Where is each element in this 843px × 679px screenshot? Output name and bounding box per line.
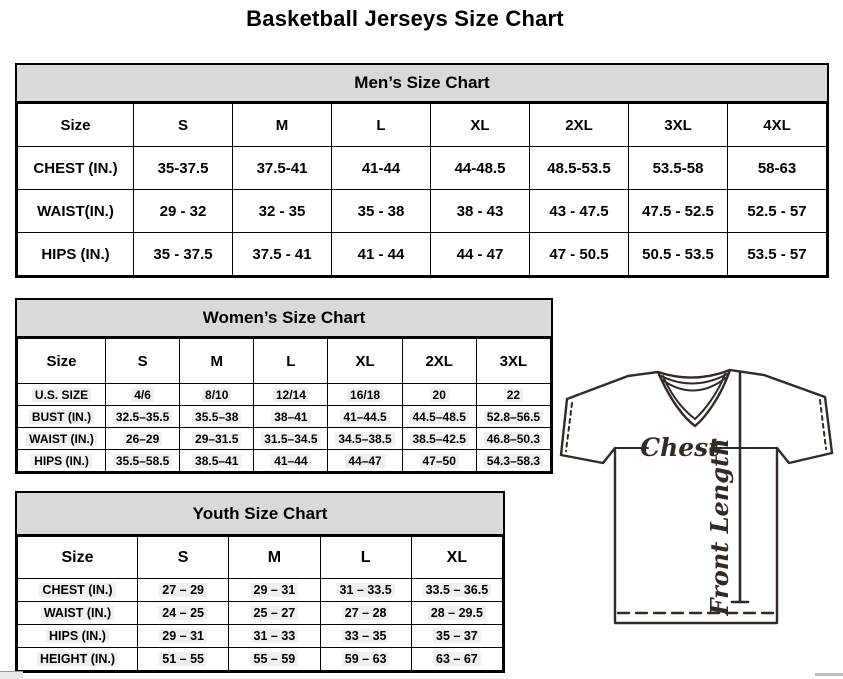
measurement-value: 31 – 33.5	[337, 583, 395, 597]
measurement-value: 44-48.5	[454, 159, 506, 177]
measurement-cell	[320, 602, 411, 625]
bottom-right-ui-fragment	[815, 673, 843, 676]
measurement-cell	[254, 406, 328, 428]
size-header-row	[18, 339, 551, 384]
measurement-row-label	[18, 648, 138, 671]
size-column-header: S	[106, 339, 180, 384]
measurement-cell	[332, 233, 431, 276]
measurement-cell	[476, 406, 550, 428]
measurement-row	[18, 579, 503, 602]
measurement-row	[18, 233, 827, 276]
measurement-cell	[233, 233, 332, 276]
size-corner-header: Size	[18, 537, 138, 579]
measurement-value: 47–50	[420, 454, 459, 468]
measurement-cell	[134, 233, 233, 276]
measurement-row-label	[18, 579, 138, 602]
measurement-value: 27 – 29	[159, 583, 207, 597]
measurement-value: 32.5–35.5	[113, 410, 172, 424]
measurement-value: 38.5–41	[192, 454, 241, 468]
size-header-row	[18, 104, 827, 147]
measurement-value: 51 – 55	[159, 652, 207, 666]
size-column-header: M	[180, 339, 254, 384]
measurement-value: 8/10	[202, 388, 231, 402]
measurement-cell	[629, 147, 728, 190]
youth-table-title: Youth Size Chart	[17, 493, 503, 536]
measurement-row-label	[18, 428, 106, 450]
womens-size-chart	[15, 298, 553, 474]
measurement-cell	[229, 648, 320, 671]
row-label-text: HIPS (IN.)	[46, 629, 109, 643]
size-column-header: XL	[411, 537, 502, 579]
measurement-value: 44.5–48.5	[410, 410, 469, 424]
measurement-cell	[530, 190, 629, 233]
mens-size-table	[17, 103, 827, 276]
measurement-value: 4/6	[131, 388, 154, 402]
youth-size-chart	[15, 491, 505, 673]
measurement-value: 37.5 - 41	[252, 245, 312, 263]
measurement-row	[18, 384, 551, 406]
measurement-cell	[233, 147, 332, 190]
measurement-value: 63 – 67	[433, 652, 481, 666]
front-length-label: Front Length	[705, 438, 734, 616]
measurement-cell	[530, 233, 629, 276]
measurement-cell	[728, 190, 827, 233]
row-label-text: CHEST (IN.)	[39, 583, 115, 597]
measurement-value: 22	[504, 388, 523, 402]
measurement-row	[18, 190, 827, 233]
measurement-cell	[106, 406, 180, 428]
measurement-value: 43 - 47.5	[549, 202, 609, 220]
measurement-cell	[402, 450, 476, 472]
measurement-cell	[138, 602, 229, 625]
size-corner-header: Size	[18, 339, 106, 384]
measurement-cell	[134, 190, 233, 233]
measurement-cell	[180, 406, 254, 428]
measurement-row-label	[18, 602, 138, 625]
measurement-row-label	[18, 450, 106, 472]
measurement-cell	[476, 384, 550, 406]
measurement-cell	[431, 190, 530, 233]
row-label-text: U.S. SIZE	[32, 388, 91, 402]
measurement-cell	[728, 147, 827, 190]
measurement-value: 27 – 28	[342, 606, 390, 620]
size-column-header: 2XL	[402, 339, 476, 384]
measurement-cell	[476, 428, 550, 450]
measurement-value: 53.5-58	[652, 159, 704, 177]
measurement-cell	[728, 233, 827, 276]
measurement-value: 47 - 50.5	[549, 245, 609, 263]
row-label-text: BUST (IN.)	[29, 410, 94, 424]
measurement-value: 55 – 59	[251, 652, 299, 666]
measurement-cell	[180, 450, 254, 472]
measurement-value: 31.5–34.5	[261, 432, 320, 446]
measurement-value: 52.5 - 57	[747, 202, 807, 220]
measurement-value: 37.5-41	[256, 159, 308, 177]
measurement-value: 41 - 44	[357, 245, 405, 263]
measurement-cell	[254, 450, 328, 472]
measurement-value: 26–29	[123, 432, 162, 446]
measurement-value: 41–44.5	[340, 410, 389, 424]
size-column-header: 4XL	[728, 104, 827, 147]
size-column-header: 2XL	[530, 104, 629, 147]
measurement-cell	[138, 625, 229, 648]
measurement-cell	[332, 147, 431, 190]
measurement-row	[18, 625, 503, 648]
womens-table-title: Women’s Size Chart	[17, 300, 551, 338]
measurement-value: 24 – 25	[159, 606, 207, 620]
measurement-cell	[254, 384, 328, 406]
row-label-text: HIPS (IN.)	[31, 454, 92, 468]
size-column-header: S	[134, 104, 233, 147]
measurement-cell	[328, 428, 402, 450]
measurement-cell	[431, 147, 530, 190]
jersey-measurement-diagram	[558, 362, 843, 658]
measurement-cell	[106, 384, 180, 406]
measurement-value: 52.8–56.5	[484, 410, 543, 424]
row-label-text: WAIST (IN.)	[41, 606, 114, 620]
measurement-row	[18, 602, 503, 625]
mens-table-title: Men’s Size Chart	[17, 65, 827, 103]
measurement-value: 35.5–58.5	[113, 454, 172, 468]
measurement-value: 25 – 27	[251, 606, 299, 620]
measurement-cell	[229, 625, 320, 648]
measurement-value: 33.5 – 36.5	[423, 583, 492, 597]
measurement-cell	[180, 384, 254, 406]
measurement-value: 20	[430, 388, 449, 402]
measurement-cell	[402, 406, 476, 428]
mens-size-chart	[15, 63, 829, 278]
measurement-cell	[138, 648, 229, 671]
measurement-value: 12/14	[273, 388, 309, 402]
measurement-cell	[629, 233, 728, 276]
size-column-header: L	[320, 537, 411, 579]
measurement-value: 32 - 35	[258, 202, 306, 220]
measurement-row	[18, 428, 551, 450]
measurement-cell	[254, 428, 328, 450]
measurement-cell	[320, 625, 411, 648]
measurement-value: 16/18	[347, 388, 383, 402]
measurement-value: 38 - 43	[456, 202, 504, 220]
size-corner-header: Size	[18, 104, 134, 147]
size-header-row	[18, 537, 503, 579]
measurement-value: 34.5–38.5	[335, 432, 394, 446]
jersey-diagram-svg	[558, 362, 843, 658]
measurement-value: 54.3–58.3	[484, 454, 543, 468]
measurement-cell	[229, 602, 320, 625]
row-label-text: WAIST(IN.)	[37, 202, 114, 220]
measurement-cell	[328, 450, 402, 472]
measurement-value: 41–44	[271, 454, 310, 468]
measurement-value: 46.8–50.3	[484, 432, 543, 446]
measurement-value: 31 – 33	[251, 629, 299, 643]
size-column-header: 3XL	[629, 104, 728, 147]
measurement-value: 38–41	[271, 410, 310, 424]
bottom-left-ui-fragment	[0, 671, 23, 679]
measurement-value: 29 – 31	[251, 583, 299, 597]
measurement-cell	[328, 406, 402, 428]
measurement-value: 44 - 47	[456, 245, 504, 263]
size-column-header: L	[332, 104, 431, 147]
measurement-value: 35 - 37.5	[153, 245, 213, 263]
measurement-value: 41-44	[361, 159, 401, 177]
measurement-value: 53.5 - 57	[747, 245, 807, 263]
size-column-header: XL	[431, 104, 530, 147]
measurement-cell	[138, 579, 229, 602]
size-column-header: 3XL	[476, 339, 550, 384]
measurement-row-label	[18, 190, 134, 233]
measurement-row-label	[18, 384, 106, 406]
measurement-cell	[431, 233, 530, 276]
measurement-cell	[411, 602, 502, 625]
measurement-cell	[530, 147, 629, 190]
measurement-row	[18, 406, 551, 428]
measurement-cell	[476, 450, 550, 472]
row-label-text: HEIGHT (IN.)	[37, 652, 118, 666]
measurement-row-label	[18, 625, 138, 648]
size-column-header: L	[254, 339, 328, 384]
jersey-outline	[561, 370, 832, 623]
womens-size-table	[17, 338, 551, 472]
measurement-value: 33 – 35	[342, 629, 390, 643]
measurement-row	[18, 648, 503, 671]
measurement-value: 59 – 63	[342, 652, 390, 666]
measurement-row-label	[18, 406, 106, 428]
measurement-value: 35 – 37	[433, 629, 481, 643]
measurement-value: 28 – 29.5	[428, 606, 486, 620]
size-column-header: XL	[328, 339, 402, 384]
measurement-value: 35 - 38	[357, 202, 405, 220]
measurement-cell	[106, 428, 180, 450]
size-column-header: S	[138, 537, 229, 579]
measurement-value: 48.5-53.5	[547, 159, 611, 177]
measurement-cell	[134, 147, 233, 190]
youth-size-table	[17, 536, 503, 671]
measurement-value: 44–47	[345, 454, 384, 468]
measurement-row	[18, 147, 827, 190]
measurement-value: 29–31.5	[192, 432, 241, 446]
measurement-cell	[106, 450, 180, 472]
measurement-cell	[411, 625, 502, 648]
measurement-cell	[320, 579, 411, 602]
measurement-value: 58-63	[757, 159, 797, 177]
measurement-value: 35.5–38	[192, 410, 241, 424]
measurement-cell	[229, 579, 320, 602]
measurement-cell	[402, 384, 476, 406]
measurement-cell	[411, 579, 502, 602]
measurement-value: 35-37.5	[157, 159, 209, 177]
measurement-value: 50.5 - 53.5	[642, 245, 714, 263]
measurement-cell	[629, 190, 728, 233]
measurement-cell	[332, 190, 431, 233]
measurement-value: 38.5–42.5	[410, 432, 469, 446]
measurement-row-label	[18, 147, 134, 190]
row-label-text: HIPS (IN.)	[41, 245, 110, 263]
measurement-cell	[180, 428, 254, 450]
measurement-row	[18, 450, 551, 472]
measurement-cell	[320, 648, 411, 671]
measurement-value: 29 – 31	[159, 629, 207, 643]
chest-label: Chest	[640, 433, 720, 462]
size-column-header: M	[233, 104, 332, 147]
size-column-header: M	[229, 537, 320, 579]
row-label-text: CHEST (IN.)	[33, 159, 118, 177]
measurement-cell	[233, 190, 332, 233]
measurement-value: 47.5 - 52.5	[642, 202, 714, 220]
measurement-cell	[402, 428, 476, 450]
row-label-text: WAIST (IN.)	[26, 432, 97, 446]
page-title: Basketball Jerseys Size Chart	[246, 6, 564, 31]
measurement-value: 29 - 32	[159, 202, 207, 220]
measurement-cell	[411, 648, 502, 671]
measurement-row-label	[18, 233, 134, 276]
measurement-cell	[328, 384, 402, 406]
